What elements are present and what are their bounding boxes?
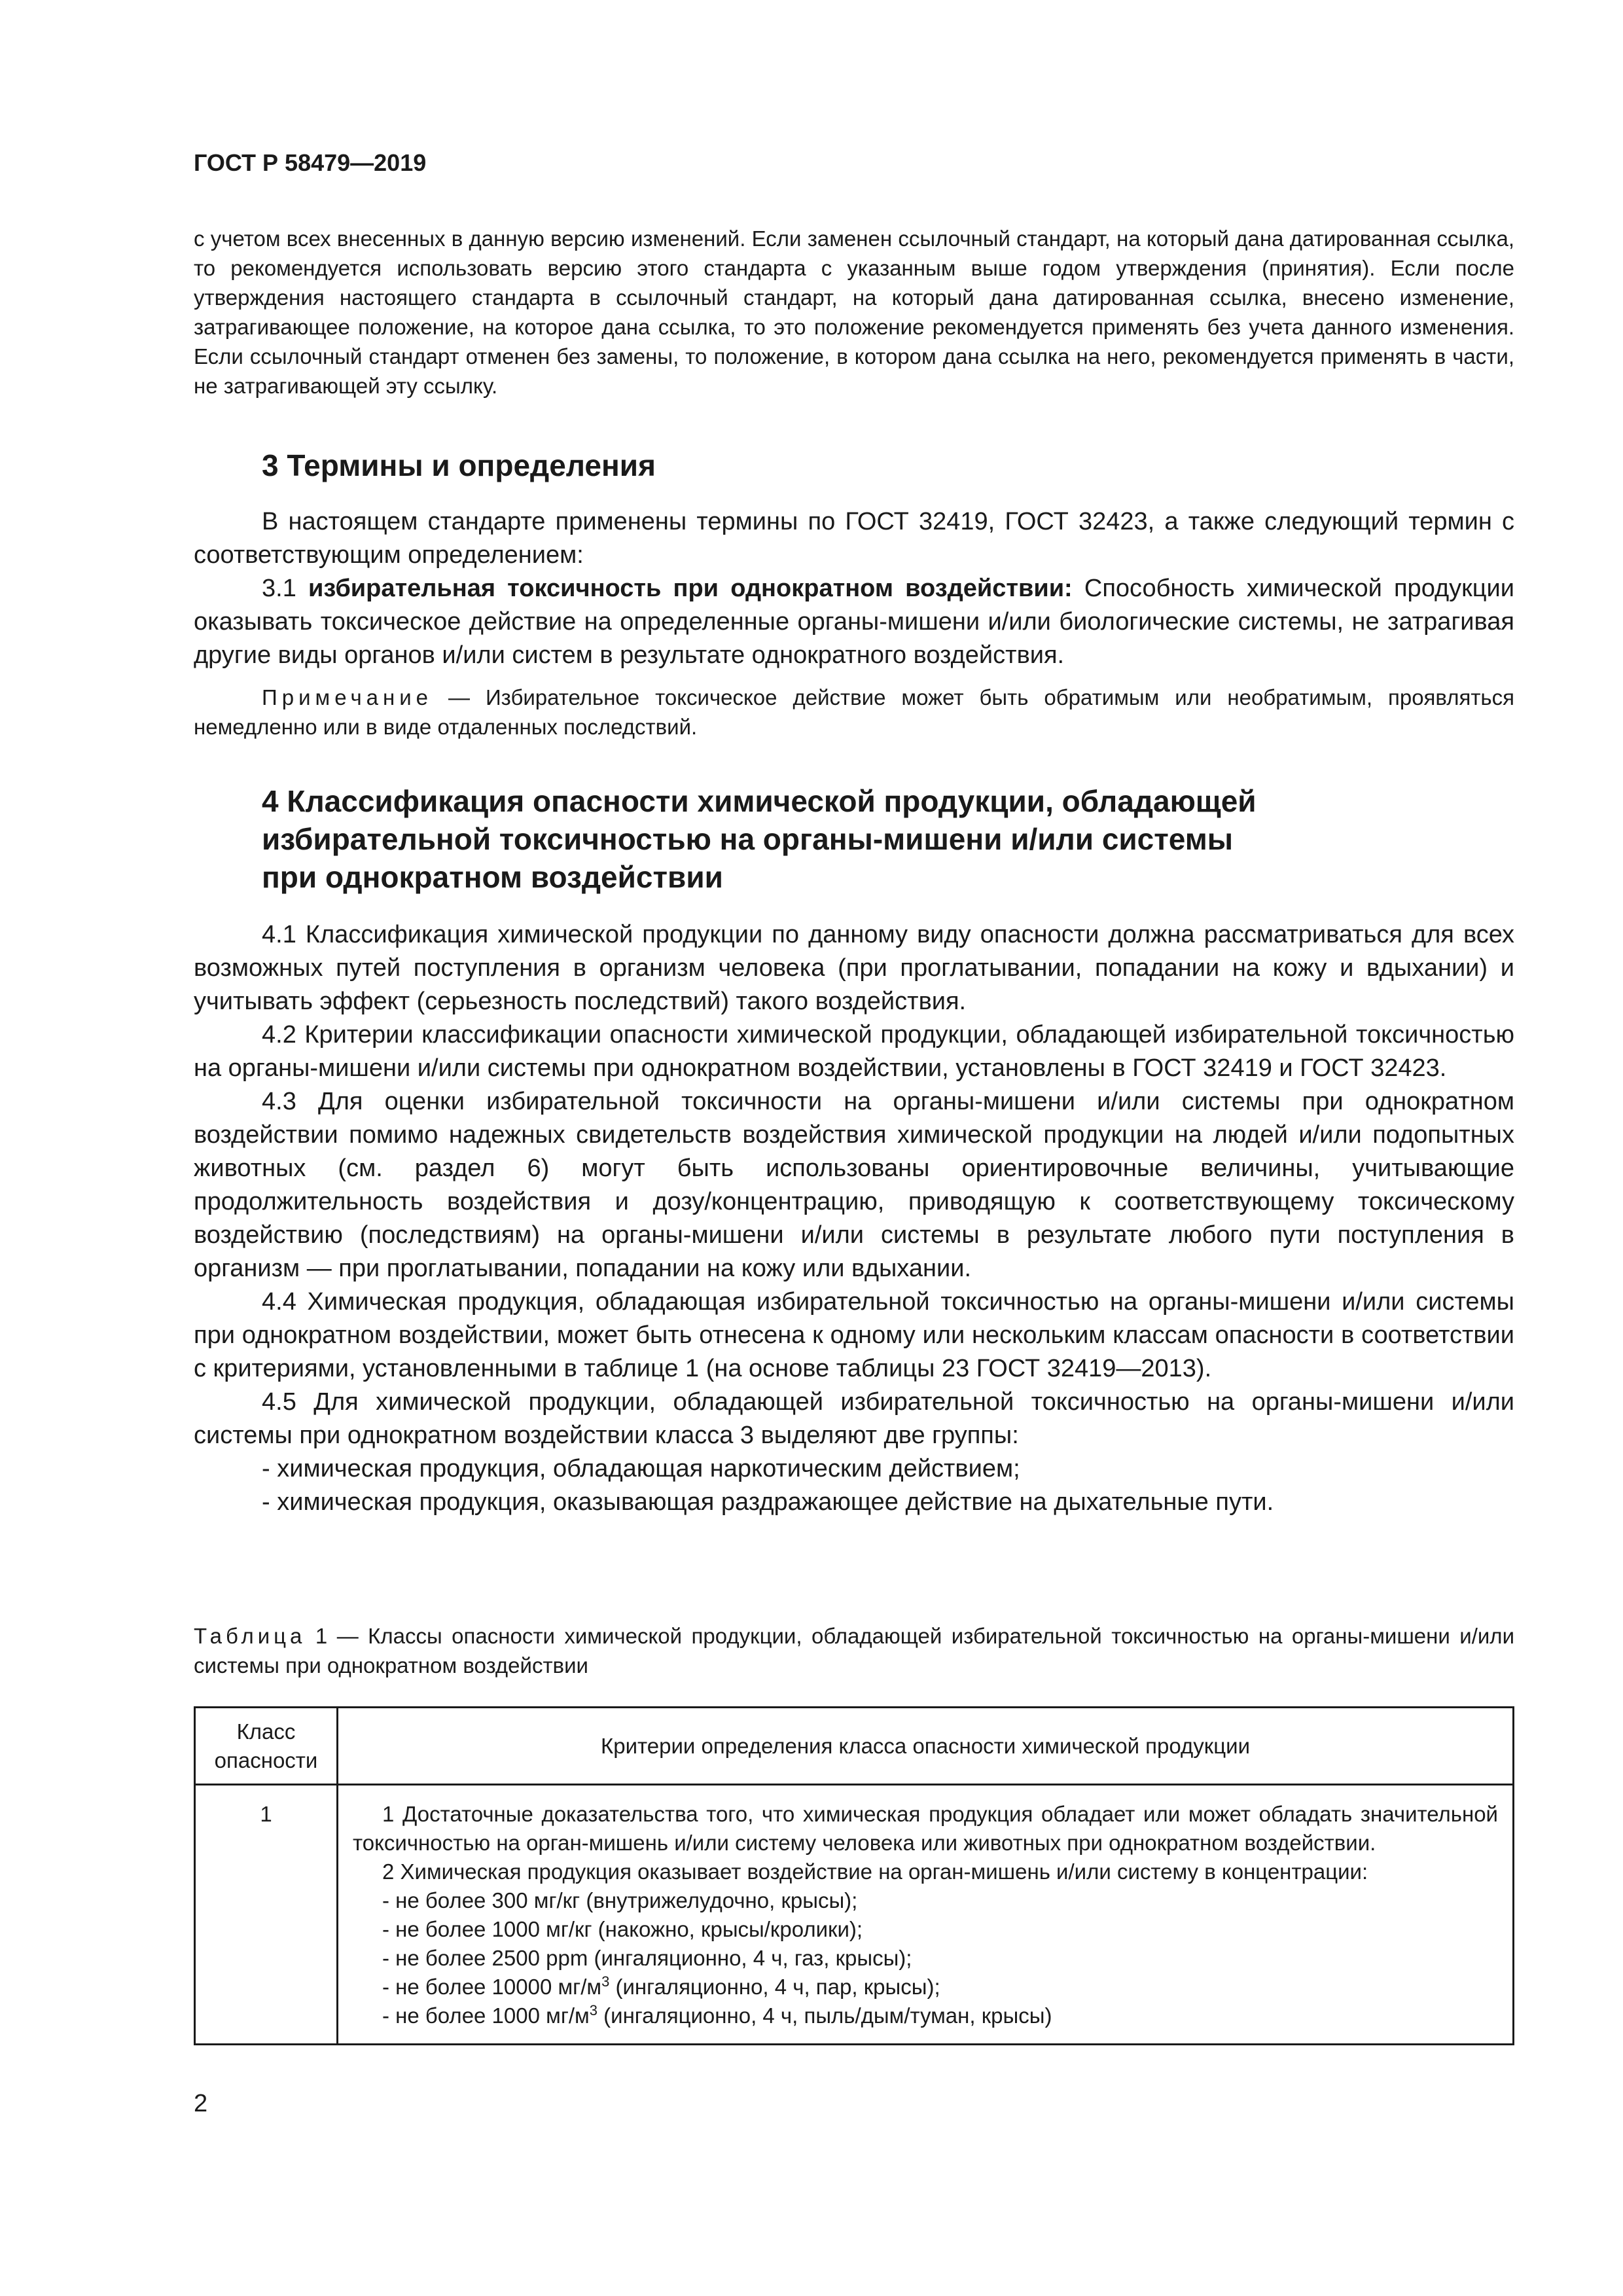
section-3-title: 3 Термины и определения [262,448,656,482]
term-name: избирательная токсичность при однократном воздействии: [308,575,1073,602]
term-number: 3.1 [262,575,309,602]
item-text: - не более 1000 мг/м [382,2003,590,2028]
section-3-note [194,683,1514,742]
section-4-body [194,918,1514,1519]
term-definition [194,572,1514,672]
section-4-title-line-2: избирательной токсичностью на органы-мишени и/или системы [262,822,1234,856]
criterion-item: - не более 1000 мг/кг (накожно, крысы/кролики); [382,1917,863,1941]
intro-continuation [194,224,1514,401]
document-id-header: ГОСТ Р 58479—2019 [194,149,427,176]
criterion-2: 2 Химическая продукция оказывает воздействие на орган-мишень и/или систему в концентрации: [382,1859,1368,1884]
cell-class: 1 [195,1785,338,2045]
criterion-1: 1 Достаточные доказательства того, что химическая продукция обладает или может обладать значительной токсичностью на орган-мишень и/или систему человека или животных при однократном воздействии. [353,1802,1498,1855]
note-text: — Избирательное токсическое действие может быть обратимым или необратимым, проявляться немедленно или в виде отдаленных последствий. [194,685,1514,739]
section-4-title [262,782,1505,896]
criterion-item: - не более 2500 ppm (ингаляционно, 4 ч, газ, крысы); [382,1946,912,1970]
paragraph-4-3: 4.3 Для оценки избирательной токсичности на органы-мишени и/или системы при однократном воздействии помимо надежных свидетельств воздействия химической продукции на людей и/или подопытных животных (см. раздел 6) могут быть использованы ориентировочные величины, учитывающие продолжительность воздействия и дозу/концентрацию, приводящую к соответствующему токсическому воздействию (последствиям) на органы-мишени и/или системы в результате любого пути поступления в организм — при проглатывании, попадании на кожу или вдыхании. [194,1088,1514,1282]
section-4-title-line-1: 4 Классификация опасности химической продукции, обладающей [262,784,1257,818]
intro-paragraph: с учетом всех внесенных в данную версию изменений. Если заменен ссылочный стандарт, на который дана датированная ссылка, то рекомендуется использовать версию этого стандарта с указанным выше годом утверждения (принятия). Если после утверждения настоящего стандарта в ссылочный стандарт, на который дана датированная ссылка, внесено изменение, затрагивающее положение, на которое дана ссылка, то это положение рекомендуется применять без учета данного изменения. Если ссылочный стандарт отменен без замены, то положение, в котором дана ссылка на него, рекомендуется применять в части, не затрагивающей эту ссылку. [194,226,1514,398]
superscript: 3 [589,2002,597,2018]
list-item: - химическая продукция, оказывающая раздражающее действие на дыхательные пути. [262,1488,1274,1516]
table-caption-text: 1 — Классы опасности химической продукции, обладающей избирательной токсичностью на органы-мишени и/или системы при однократном воздействии [194,1624,1514,1677]
table-header-row [195,1708,1514,1785]
criterion-item [353,2001,1498,2030]
header-class: Класс опасности [195,1708,338,1785]
item-text: (ингаляционно, 4 ч, пыль/дым/туман, крысы) [597,2003,1052,2028]
header-criteria: Критерии определения класса опасности химической продукции [338,1708,1514,1785]
paragraph-4-4: 4.4 Химическая продукция, обладающая избирательной токсичностью на органы-мишени и/или системы при однократном воздействии, может быть отнесена к одному или нескольким классам опасности в соответствии с критериями, установленными в таблице 1 (на основе таблицы 23 ГОСТ 32419—2013). [194,1288,1514,1382]
page-number: 2 [194,2090,208,2117]
item-text: (ингаляционно, 4 ч, пар, крысы); [609,1975,940,1999]
cell-criteria [338,1785,1514,2045]
superscript: 3 [601,1973,610,1990]
list-item: - химическая продукция, обладающая наркотическим действием; [262,1455,1020,1482]
paragraph-4-1: 4.1 Классификация химической продукции по данному виду опасности должна рассматриваться для всех возможных путей поступления в организм человека (при проглатывании, попадании на кожу и вдыхании) и учитывать эффект (серьезность последствий) такого воздействия. [194,921,1514,1015]
item-text: - не более 10000 мг/м [382,1975,602,1999]
hazard-class-table [194,1706,1514,2045]
section-3-body [194,505,1514,672]
section-4-title-line-3: при однократном воздействии [262,860,723,894]
table-row [195,1785,1514,2045]
criterion-item: - не более 300 мг/кг (внутрижелудочно, крысы); [382,1888,858,1912]
criterion-item [353,1973,1498,2001]
paragraph-4-5: 4.5 Для химической продукции, обладающей избирательной токсичностью на органы-мишени и/или системы при однократном воздействии класса 3 выделяют две группы: [194,1388,1514,1449]
paragraph-4-2: 4.2 Критерии классификации опасности химической продукции, обладающей избирательной токсичностью на органы-мишени и/или системы при однократном воздействии, установлены в ГОСТ 32419 и ГОСТ 32423. [194,1021,1514,1082]
note-paragraph [194,683,1514,742]
note-label: Примечание [262,685,433,709]
table-1-caption [194,1621,1514,1680]
term-definition-text: Способность химической продукции оказывать токсическое действие на определенные органы-мишени и/или биологические системы, не затрагивая другие виды органов и/или систем в результате однократного воздействия. [194,575,1515,669]
section-3-intro: В настоящем стандарте применены термины по ГОСТ 32419, ГОСТ 32423, а также следующий термин с соответствующим определением: [194,508,1514,569]
table-caption-label: Таблица [194,1624,306,1648]
